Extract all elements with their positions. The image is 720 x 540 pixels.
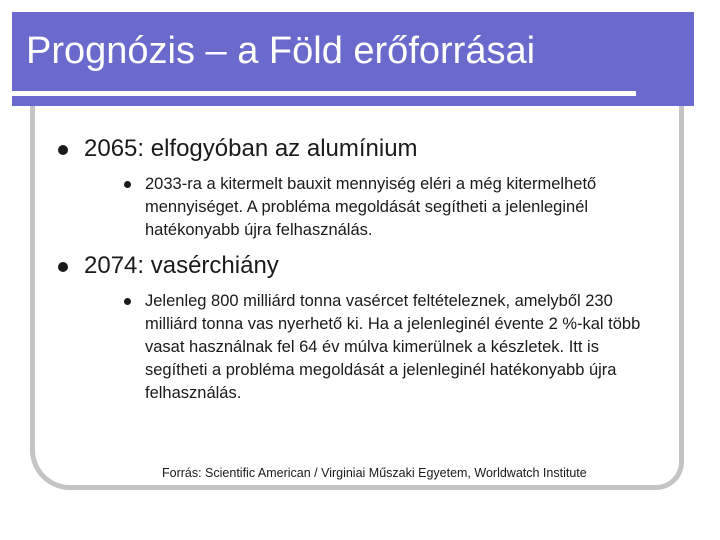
source-citation: Forrás: Scientific American / Virginiai Műszaki Egyetem, Worldwatch Institute <box>162 466 587 480</box>
sub-bullet-dot-icon <box>124 181 131 188</box>
sub-bullet-dot-icon <box>124 298 131 305</box>
bullet-heading: 2074: vasérchiány <box>84 252 279 279</box>
bullet-dot-icon <box>58 145 68 155</box>
bullet-heading: 2065: elfogyóban az alumínium <box>84 135 418 162</box>
bullet-dot-icon <box>58 262 68 272</box>
sub-bullet-text: Jelenleg 800 milliárd tonna vasércet feltételeznek, amelyből 230 milliárd tonna vas nyerhető ki. Ha a jelenleginél évente 2 %-kal több vasat használnak fel 64 év múlva kimerülnek a készletek. Itt is segítheti a probléma megoldását a jelenleginél hatékonyabb újra felhasználás. <box>145 292 641 402</box>
title-underline <box>12 91 636 96</box>
slide-title: Prognózis – a Föld erőforrásai <box>26 30 536 72</box>
sub-bullet-text: 2033-ra a kitermelt bauxit mennyiség eléri a még kitermelhető mennyiséget. A probléma megoldását segítheti a jelenleginél hatékonyabb újra felhasználás. <box>145 175 597 239</box>
